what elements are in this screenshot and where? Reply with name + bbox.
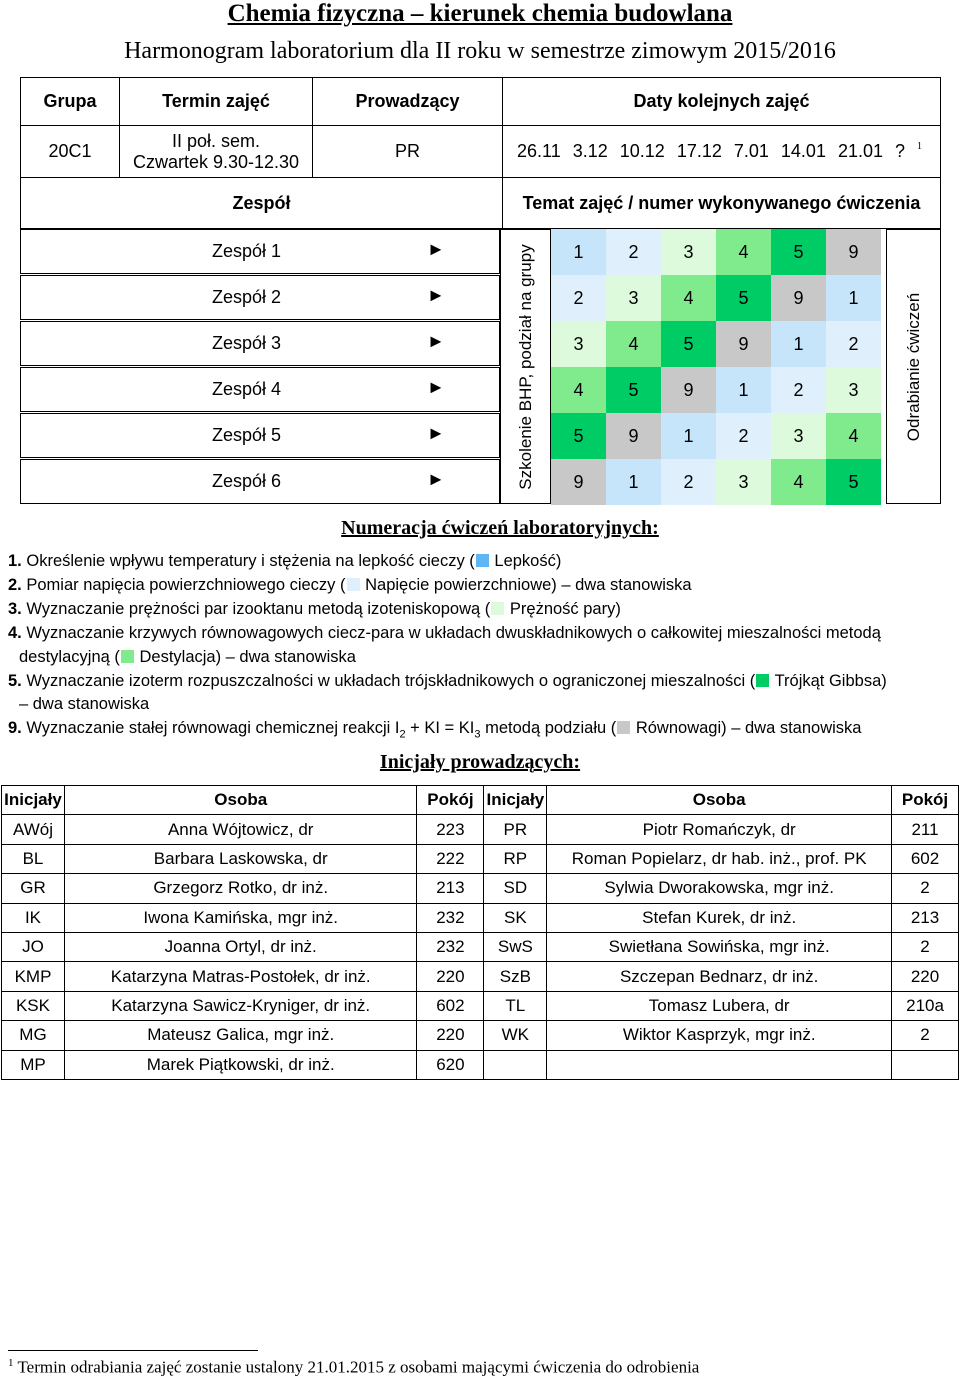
staff-cell: SK: [484, 903, 547, 932]
staff-cell: Grzegorz Rotko, dr inż.: [64, 874, 417, 903]
staff-cell: TL: [484, 991, 547, 1020]
staff-cell: WK: [484, 1021, 547, 1050]
schedule-cell: 9: [771, 275, 826, 321]
arrow-right-icon: ►: [427, 239, 445, 259]
staff-cell: 220: [892, 962, 959, 991]
schedule-cell: 3: [771, 413, 826, 459]
schedule-cell: 9: [661, 367, 716, 413]
schedule-cell: 2: [551, 275, 606, 321]
schedule-cell: 4: [661, 275, 716, 321]
schedule-cell: 5: [606, 367, 661, 413]
staff-cell: [892, 1050, 959, 1079]
staff-row: [2, 1021, 959, 1050]
staff-cell: 602: [417, 991, 484, 1020]
group-value: 20C1: [21, 126, 120, 178]
date-item: 10.12: [619, 141, 665, 161]
date-item: 17.12: [676, 141, 722, 161]
schedule-cell: 4: [606, 321, 661, 367]
staff-cell: Mateusz Galica, mgr inż.: [64, 1021, 417, 1050]
term-value: [120, 126, 313, 178]
staff-cell: AWój: [2, 815, 65, 844]
color-swatch-icon: [347, 578, 360, 591]
staff-cell: [484, 1050, 547, 1079]
exercises-heading: Numeracja ćwiczeń laboratoryjnych:: [341, 517, 659, 539]
schedule-cell: 5: [551, 413, 606, 459]
schedule-cell: 2: [716, 413, 771, 459]
staff-cell: Barbara Laskowska, dr: [64, 844, 417, 873]
staff-row: [2, 1050, 959, 1079]
dates-cell: [503, 126, 941, 178]
staff-cell: 220: [417, 1021, 484, 1050]
staff-cell: BL: [2, 844, 65, 873]
staff-cell: GR: [2, 874, 65, 903]
arrow-right-icon: ►: [427, 423, 445, 443]
topic-header: Temat zajęć / numer wykonywanego ćwiczenia: [503, 178, 941, 229]
team-row: [20, 275, 500, 320]
staff-cell: 211: [892, 815, 959, 844]
staff-cell: MP: [2, 1050, 65, 1079]
arrow-right-icon: ►: [427, 331, 445, 351]
arrow-right-icon: ►: [427, 377, 445, 397]
team-row: [20, 229, 500, 274]
bhp-training-column: [500, 229, 551, 504]
staff-row: [2, 962, 959, 991]
team-name: Zespół 2: [212, 287, 282, 307]
staff-cell: Piotr Romańczyk, dr: [547, 815, 892, 844]
team-row: [20, 413, 500, 458]
staff-header-cell: Pokój: [417, 786, 484, 815]
page-title: Chemia fizyczna – kierunek chemia budowlana: [227, 0, 733, 27]
col-dates-header: Daty kolejnych zajęć: [503, 78, 941, 126]
team-name: Zespół 6: [212, 471, 282, 491]
staff-header-cell: Inicjały: [484, 786, 547, 815]
staff-cell: SwS: [484, 932, 547, 961]
staff-cell: 232: [417, 903, 484, 932]
footnote-divider: [8, 1350, 258, 1351]
date-item: 21.01: [837, 141, 883, 161]
date-item: ?: [895, 141, 906, 161]
exercise-item-continued: destylacyjną ( Destylacja) – dwa stanowiska: [19, 648, 356, 666]
staff-cell: [547, 1050, 892, 1079]
staff-cell: 222: [417, 844, 484, 873]
color-swatch-icon: [491, 602, 504, 615]
staff-cell: 220: [417, 962, 484, 991]
staff-row: [2, 991, 959, 1020]
term-line-1: II poł. sem.: [171, 130, 261, 151]
schedule-cell: 5: [716, 275, 771, 321]
date-item: 7.01: [733, 141, 769, 161]
dates-list: [503, 141, 940, 162]
schedule-cell: 2: [771, 367, 826, 413]
staff-cell: 213: [892, 903, 959, 932]
footnote: $^1$ Termin odrabiania zajęć zostanie ustalony 21.01.2015 z osobami mającymi ćwiczenia do odrobienia: [8, 1357, 700, 1377]
staff-cell: 2: [892, 874, 959, 903]
staff-header-cell: Inicjały: [2, 786, 65, 815]
staff-table: [1, 785, 959, 1080]
staff-cell: Wiktor Kasprzyk, mgr inż.: [547, 1021, 892, 1050]
staff-cell: 2: [892, 932, 959, 961]
footnote-mark: 1: [917, 141, 923, 152]
lead-value: PR: [313, 126, 503, 178]
team-row: [20, 321, 500, 366]
exercise-item: 9. Wyznaczanie stałej równowagi chemicznej reakcji $I_2$ + KI = $KI_3$ metodą podziału ( Równowagi) – dwa stanowiska: [8, 719, 862, 741]
staff-row: [2, 844, 959, 873]
staff-cell: Joanna Ortyl, dr inż.: [64, 932, 417, 961]
schedule-cell: 5: [771, 229, 826, 275]
date-item: 14.01: [780, 141, 826, 161]
staff-cell: 620: [417, 1050, 484, 1079]
schedule-cell: 2: [606, 229, 661, 275]
color-swatch-icon: [617, 721, 630, 734]
makeup-label: Odrabianie ćwiczeń: [903, 292, 923, 441]
team-name: Zespół 1: [212, 241, 282, 261]
exercise-item: 5. Wyznaczanie izoterm rozpuszczalności w układach trójskładnikowych o ograniczonej mieszalności ( Trójkąt Gibbsa): [8, 672, 887, 690]
team-name: Zespół 5: [212, 425, 282, 445]
staff-cell: 602: [892, 844, 959, 873]
staff-row: [2, 815, 959, 844]
team-name: Zespół 4: [212, 379, 282, 399]
schedule-cell: 1: [716, 367, 771, 413]
color-swatch-icon: [121, 650, 134, 663]
arrow-right-icon: ►: [427, 469, 445, 489]
staff-cell: 2: [892, 1021, 959, 1050]
exercise-item-continued: – dwa stanowiska: [19, 695, 150, 713]
staff-cell: Stefan Kurek, dr inż.: [547, 903, 892, 932]
staff-cell: Katarzyna Sawicz-Kryniger, dr inż.: [64, 991, 417, 1020]
schedule-cell: 9: [606, 413, 661, 459]
schedule-cell: 4: [826, 413, 881, 459]
staff-row: [2, 874, 959, 903]
date-item: 26.11: [517, 141, 561, 161]
staff-cell: Iwona Kamińska, mgr inż.: [64, 903, 417, 932]
staff-row: [2, 932, 959, 961]
staff-cell: KMP: [2, 962, 65, 991]
color-swatch-icon: [476, 554, 489, 567]
page-subtitle: Harmonogram laboratorium dla II roku w semestrze zimowym 2015/2016: [124, 38, 836, 64]
staff-cell: Tomasz Lubera, dr: [547, 991, 892, 1020]
schedule-cell: 3: [716, 459, 771, 505]
staff-cell: 210a: [892, 991, 959, 1020]
arrow-right-icon: ►: [427, 285, 445, 305]
staff-cell: Anna Wójtowicz, dr: [64, 815, 417, 844]
col-term-header: Termin zajęć: [120, 78, 313, 126]
col-group-header: Grupa: [21, 78, 120, 126]
schedule-cell: 2: [826, 321, 881, 367]
color-swatch-icon: [756, 674, 769, 687]
staff-cell: Marek Piątkowski, dr inż.: [64, 1050, 417, 1079]
schedule-cell: 1: [551, 229, 606, 275]
term-line-2: Czwartek 9.30-12.30: [132, 151, 300, 172]
schedule-cell: 3: [826, 367, 881, 413]
schedule-cell: 4: [716, 229, 771, 275]
schedule-cell: 5: [661, 321, 716, 367]
team-row: [20, 459, 500, 504]
staff-heading: Inicjały prowadzących:: [379, 751, 581, 773]
schedule-header-table: [20, 77, 941, 229]
date-item: 3.12: [572, 141, 608, 161]
team-row: [20, 367, 500, 412]
staff-header-row: [2, 786, 959, 815]
staff-cell: PR: [484, 815, 547, 844]
exercise-item: 2. Pomiar napięcia powierzchniowego cieczy ( Napięcie powierzchniowe) – dwa stanowiska: [8, 576, 692, 594]
staff-cell: IK: [2, 903, 65, 932]
makeup-column: [886, 229, 941, 504]
staff-cell: 232: [417, 932, 484, 961]
team-header: Zespół: [21, 178, 503, 229]
staff-cell: KSK: [2, 991, 65, 1020]
staff-header-cell: Pokój: [892, 786, 959, 815]
staff-cell: RP: [484, 844, 547, 873]
staff-cell: SD: [484, 874, 547, 903]
staff-header-cell: Osoba: [547, 786, 892, 815]
schedule-cell: 3: [606, 275, 661, 321]
staff-row: [2, 903, 959, 932]
schedule-cell: 9: [716, 321, 771, 367]
schedule-cell: 4: [551, 367, 606, 413]
schedule-cell: 4: [771, 459, 826, 505]
staff-cell: 213: [417, 874, 484, 903]
staff-header-cell: Osoba: [64, 786, 417, 815]
exercise-item: 1. Określenie wpływu temperatury i stężenia na lepkość cieczy ( Lepkość): [8, 552, 562, 570]
schedule-cell: 9: [551, 459, 606, 505]
staff-cell: Katarzyna Matras-Postołek, dr inż.: [64, 962, 417, 991]
staff-cell: Swietłana Sowińska, mgr inż.: [547, 932, 892, 961]
schedule-cell: 1: [826, 275, 881, 321]
staff-cell: MG: [2, 1021, 65, 1050]
schedule-cell: 3: [661, 229, 716, 275]
exercise-item: 3. Wyznaczanie prężności par izooktanu metodą izoteniskopową ( Prężność pary): [8, 600, 621, 618]
col-lead-header: Prowadzący: [313, 78, 503, 126]
staff-cell: 223: [417, 815, 484, 844]
schedule-cell: 1: [661, 413, 716, 459]
staff-cell: Roman Popielarz, dr hab. inż., prof. PK: [547, 844, 892, 873]
staff-cell: JO: [2, 932, 65, 961]
schedule-cell: 9: [826, 229, 881, 275]
bhp-label: Szkolenie BHP, podział na grupy: [515, 243, 535, 490]
schedule-cell: 1: [606, 459, 661, 505]
schedule-cell: 1: [771, 321, 826, 367]
staff-cell: Sylwia Dworakowska, mgr inż.: [547, 874, 892, 903]
staff-cell: Szczepan Bednarz, dr inż.: [547, 962, 892, 991]
schedule-cell: 2: [661, 459, 716, 505]
staff-cell: SzB: [484, 962, 547, 991]
exercise-item: 4. Wyznaczanie krzywych równowagowych ciecz-para w układach dwuskładnikowych o całkowitej mieszalności metodą: [8, 624, 881, 642]
schedule-cell: 5: [826, 459, 881, 505]
team-name: Zespół 3: [212, 333, 282, 353]
schedule-cell: 3: [551, 321, 606, 367]
